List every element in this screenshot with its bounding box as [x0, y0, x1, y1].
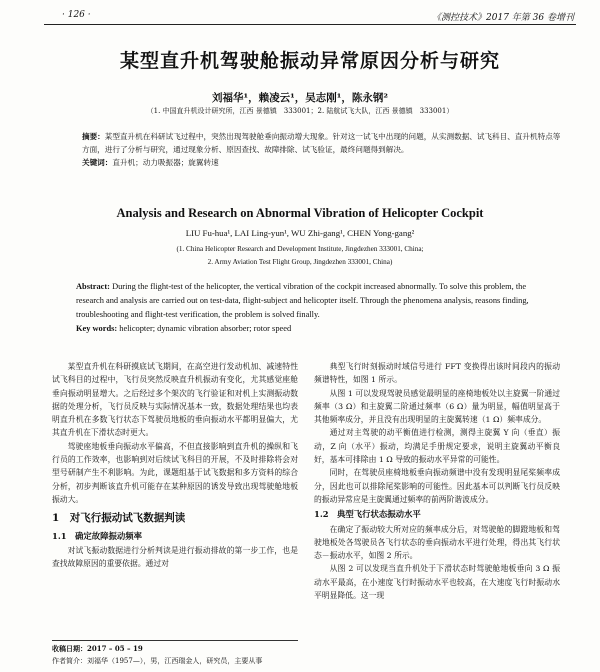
- affiliations-en: [60, 243, 540, 269]
- keywords-cn: [82, 156, 562, 169]
- body-paragraph: 从图 2 可以发现当直升机处于下滑状态时驾驶舱地板垂向 3 Ω 振动水平最高，在小速度飞行时振动水平也较高，在大速度飞行时振动水平明显降低。这一现: [314, 564, 560, 601]
- journal-title: 《测控技术》2017 年第 36 卷增刊: [432, 13, 574, 23]
- subsection-heading: 1.2 典型飞行状态振动水平: [314, 509, 421, 520]
- keywords-en: [76, 322, 546, 336]
- abstract-cn-label: 摘要：: [82, 132, 105, 141]
- affiliation-en-1: (1. China Helicopter Research and Development Institute, Jingdezhen 333001, China;: [176, 245, 424, 253]
- body-paragraph: 对试飞振动数据进行分析判读是进行振动排故的第一步工作，也是查找故障原因的重要依据。通过对: [52, 545, 298, 569]
- body-column-right: [314, 360, 560, 602]
- affiliations-cn: （1. 中国直升机设计研究所，江西 景德镇 333001；2. 陆航试飞大队，江西 景德镇 333001）: [146, 107, 454, 115]
- subsection-heading: 1.1 确定故障振动频率: [52, 530, 142, 541]
- body-paragraph: 通过对主驾驶的动平衡值进行检测，测得主旋翼 Y 向（垂直）振动，Z 向（水平）振动，均满足手册规定要求，说明主旋翼动平衡良好，基本可排除由 1 Ω 导致的振动水平异常的可能性。: [314, 428, 560, 465]
- abstract-en-text: During the flight-test of the helicopter, the vertical vibration of the cockpit increased abnormally. To solve this problem, the research and analysis are carried out on test-data, flight-subject and helicopter itself. Through the phenomena analysis, reasons finding, troubleshooting and flight-test verification, the problem is solved finally.: [76, 282, 529, 319]
- page-number: · 126 ·: [62, 10, 91, 20]
- abstract-cn-body: [82, 130, 562, 156]
- authors-en: LIU Fu-hua¹, LAI Ling-yun¹, WU Zhi-gang¹, CHEN Yong-gang²: [185, 228, 415, 238]
- body-paragraph: 驾驶座地板垂向振动水平偏高，不但直接影响到直升机的操纵和飞行员的工作效率，也影响到对后续试飞科目的开展，不及时排除将会对型号研制产生不利影响。为此，课题组基于试飞数据和多方资料的综合分析，初步判断该直升机可能存在某种原因的诱发导致出现驾驶舱地板振动大。: [52, 441, 298, 504]
- body-paragraph: 在确定了振动较大所对应的频率成分后，对驾驶舱的脚蹬地板和驾驶地板处各驾驶员各飞行状态的垂向振动水平进行处理，得出其飞行状态－振动水平，如图 2 所示。: [314, 524, 560, 561]
- abstract-cn: [82, 130, 562, 169]
- author-intro: 作者简介：刘福华（1957—），男，江西瑞金人，研究员，主要从事: [52, 657, 263, 665]
- footnote: [52, 640, 298, 667]
- body-paragraph: 从图 1 可以发现驾驶员感觉最明显的座椅地板处以主旋翼一阶通过频率（3 Ω）和主旋翼二阶通过频率（6 Ω）量为明显，幅值明显高于其他频率成分，并且没有出现明显的主旋翼转速（1 Ω）频率成分。: [314, 388, 560, 425]
- affiliation-en-2: 2. Army Aviation Test Flight Group, Jingdezhen 333001, China): [207, 258, 393, 266]
- keywords-en-text: helicopter; dynamic vibration absorber; rotor speed: [117, 324, 292, 333]
- received-date: 收稿日期：2017 – 05 – 19: [52, 644, 143, 653]
- abstract-cn-text: 某型直升机在科研试飞过程中，突然出现驾驶舱垂向振动增大现象。针对这一试飞中出现的问题，从实测数据、试飞科目、直升机特点等方面，进行了分析与研究，通过现象分析、原因查找、故障排除、试飞验证，最终问题得到解决。: [82, 132, 561, 154]
- keywords-en-label: Key words:: [76, 324, 118, 333]
- abstract-en-label: Abstract:: [76, 282, 110, 291]
- title-en: Analysis and Research on Abnormal Vibration of Helicopter Cockpit: [116, 206, 484, 220]
- abstract-en-body: [76, 280, 546, 322]
- keywords-cn-label: 关键词：: [82, 158, 113, 167]
- body-column-left: [52, 360, 298, 570]
- title-cn: 某型直升机驾驶舱振动异常原因分析与研究: [119, 50, 500, 72]
- abstract-en: [76, 280, 546, 336]
- running-header: [44, 8, 576, 25]
- section-heading: 1 对飞行振动试飞数据判读: [52, 512, 186, 525]
- authors-cn: 刘福华¹，赖凌云¹，吴志刚¹，陈永钢²: [212, 92, 388, 104]
- keywords-cn-text: 直升机；动力吸振器；旋翼转速: [112, 158, 219, 167]
- body-paragraph: 某型直升机在科研摸底试飞期间，在高空进行发动机加、减速特性试飞科目的过程中，飞行员突然反映直升机振动有变化，尤其感觉座舱垂向振动明显增大。之后经过多个架次的飞行验证和对机上实测振动数据的处理分析，飞行员反映与实际情况基本一致，数据处理结果也均表明直升机在多数飞行状态下驾驶员地板的垂向振动水平都明显偏大，尤其直升机在下滑状态时更大。: [52, 362, 298, 438]
- body-paragraph: 典型飞行时刻振动时域信号进行 FFT 变换得出该时间段内的振动频谱特性，如图 1 所示。: [314, 362, 560, 385]
- body-paragraph: 同时，在驾驶员座椅地板垂向振动频谱中没有发现明显尾桨频率成分，因此也可以排除尾桨影响的可能性。因此基本可以判断飞行员反映的振动异常应是主旋翼通过频率的前两阶谐波成分。: [314, 468, 560, 504]
